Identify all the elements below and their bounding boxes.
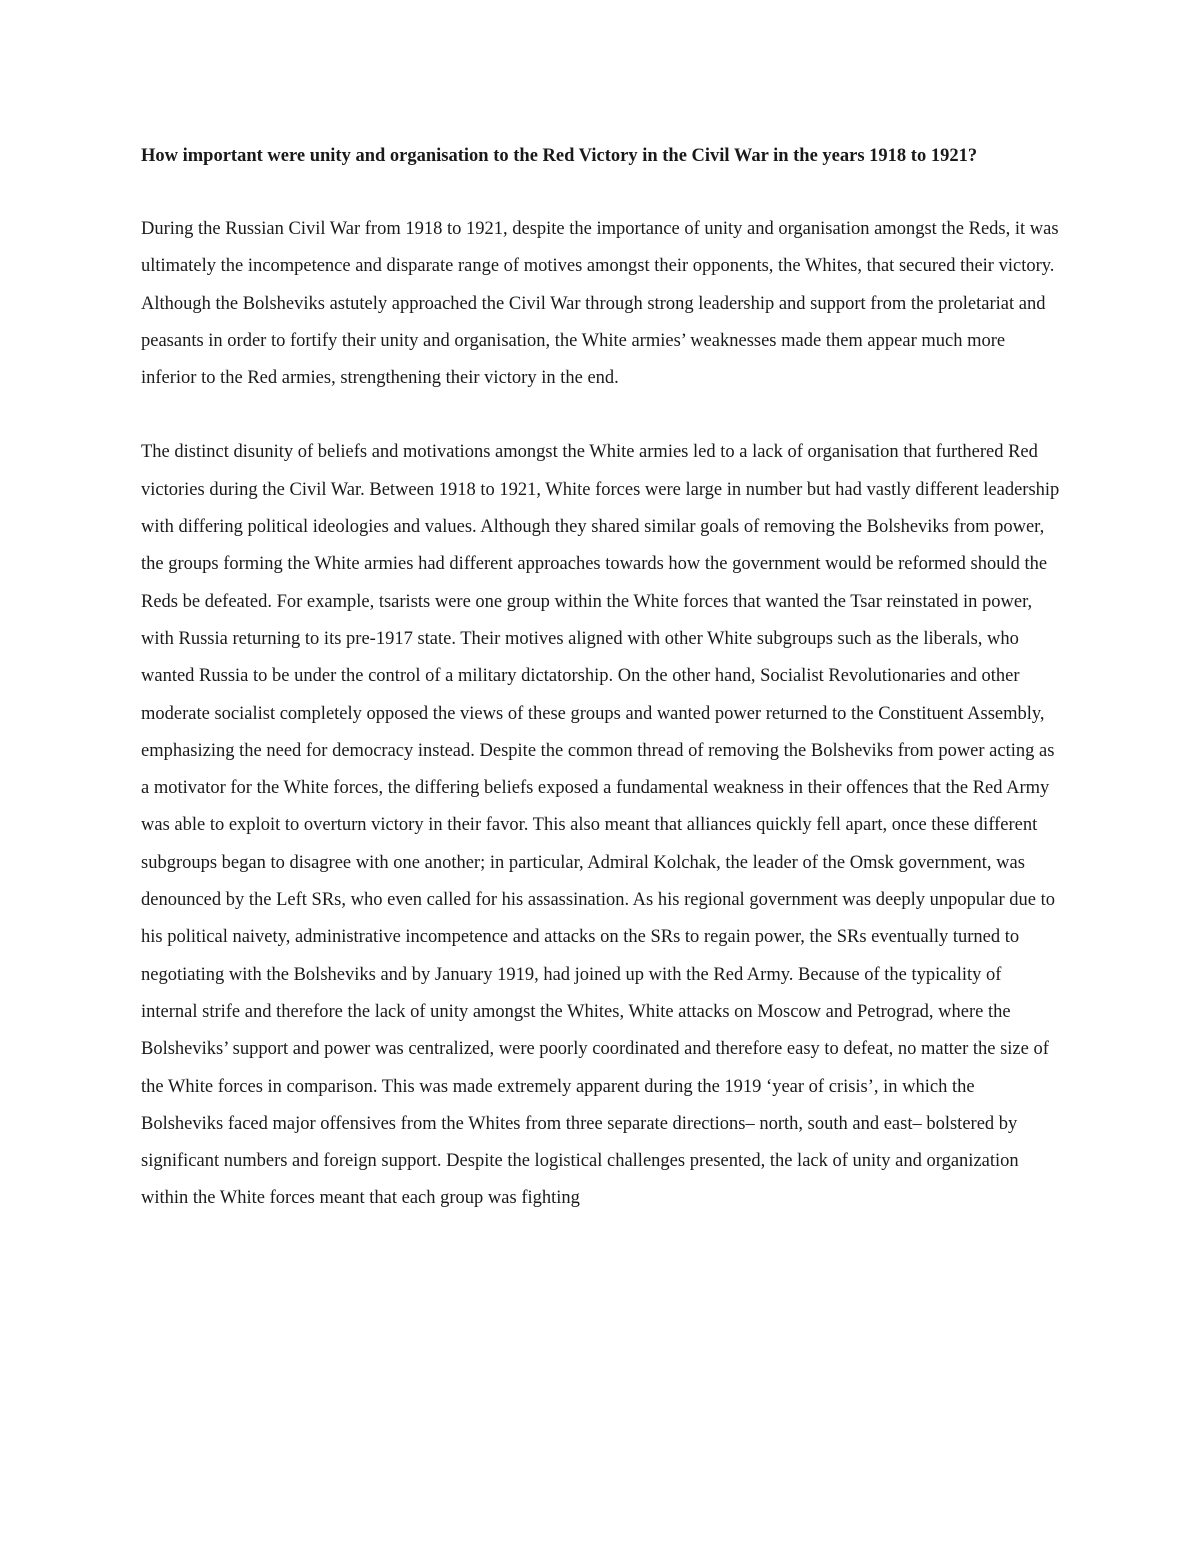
document-body bbox=[141, 138, 1061, 1218]
spacer bbox=[141, 175, 1061, 211]
paragraph-white-disunity: The distinct disunity of beliefs and motivations amongst the White armies led to a lack of organisation that furthered Red victories during the Civil War. Between 1918 to 1921, White forces were large in number but had vastly different leadership with differing political ideologies and values. Although they shared similar goals of removing the Bolsheviks from power, the groups forming the White armies had different approaches towards how the government would be reformed should the Reds be defeated. For example, tsarists were one group within the White forces that wanted the Tsar reinstated in power, with Russia returning to its pre-1917 state. Their motives aligned with other White subgroups such as the liberals, who wanted Russia to be under the control of a military dictatorship. On the other hand, Socialist Revolutionaries and other moderate socialist completely opposed the views of these groups and wanted power returned to the Constituent Assembly, emphasizing the need for democracy instead. Despite the common thread of removing the Bolsheviks from power acting as a motivator for the White forces, the differing beliefs exposed a fundamental weakness in their offences that the Red Army was able to exploit to overturn victory in their favor. This also meant that alliances quickly fell apart, once these different subgroups began to disagree with one another; in particular, Admiral Kolchak, the leader of the Omsk government, was denounced by the Left SRs, who even called for his assassination. As his regional government was deeply unpopular due to his political naivety, administrative incompetence and attacks on the SRs to regain power, the SRs eventually turned to negotiating with the Bolsheviks and by January 1919, had joined up with the Red Army. Because of the typicality of internal strife and therefore the lack of unity amongst the Whites, White attacks on Moscow and Petrograd, where the Bolsheviks’ support and power was centralized, were poorly coordinated and therefore easy to defeat, no matter the size of the White forces in comparison. This was made extremely apparent during the 1919 ‘year of crisis’, in which the Bolsheviks faced major offensives from the Whites from three separate directions– north, south and east– bolstered by significant numbers and foreign support. Despite the logistical challenges presented, the lack of unity and organization within the White forces meant that each group was fighting bbox=[141, 442, 1060, 1209]
essay-title: How important were unity and organisation to the Red Victory in the Civil War in the years 1918 to 1921? bbox=[141, 146, 978, 166]
spacer bbox=[141, 397, 1061, 434]
paragraph-introduction: During the Russian Civil War from 1918 to 1921, despite the importance of unity and organisation amongst the Reds, it was ultimately the incompetence and disparate range of motives amongst their opponents, the Whites, that secured their victory. Although the Bolsheviks astutely approached the Civil War through strong leadership and support from the proletariat and peasants in order to fortify their unity and organisation, the White armies’ weaknesses made them appear much more inferior to the Red armies, strengthening their victory in the end. bbox=[141, 219, 1059, 389]
